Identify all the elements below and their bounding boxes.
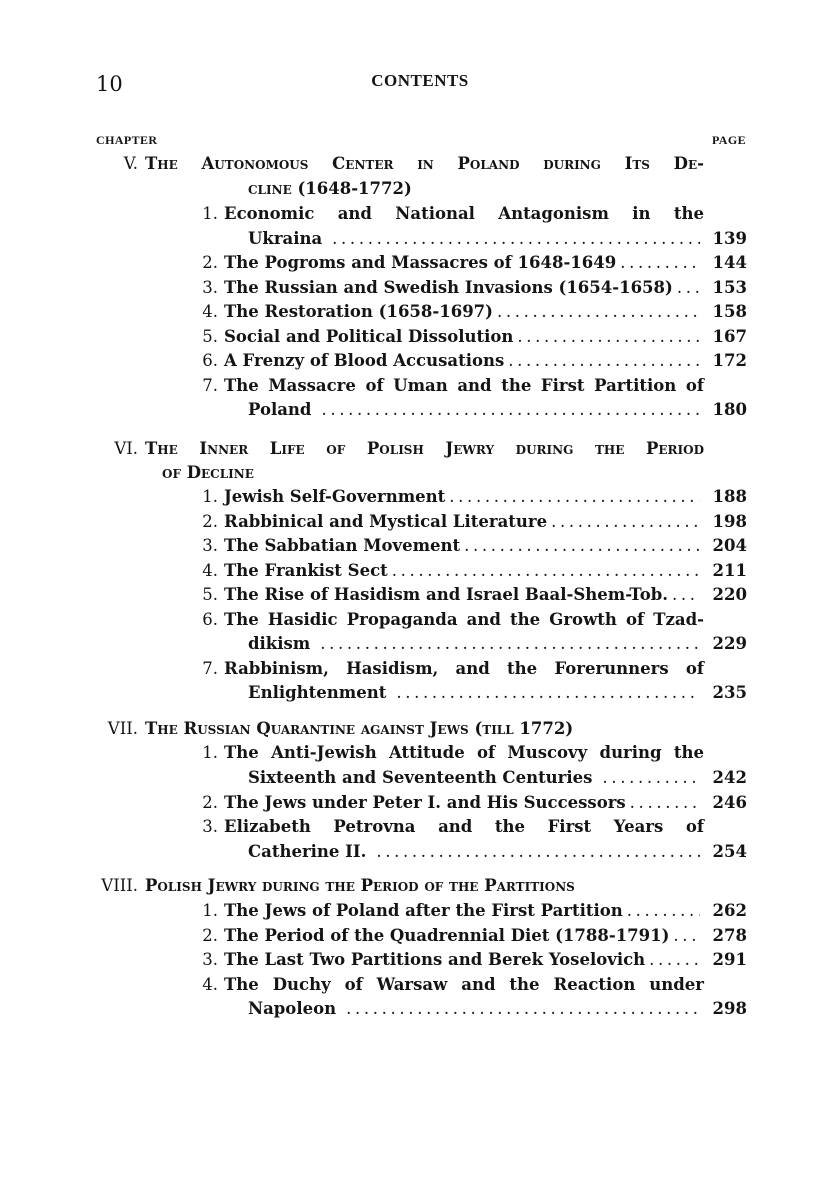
toc-entry-continued[interactable] bbox=[0, 681, 840, 705]
toc-entry[interactable] bbox=[0, 583, 840, 607]
dot-leader bbox=[321, 398, 700, 422]
toc-entry[interactable] bbox=[0, 510, 840, 534]
chapter-title-continued: of Decline bbox=[162, 463, 254, 482]
toc-entry-continued[interactable] bbox=[0, 840, 840, 864]
chapter-numeral: VII. bbox=[107, 719, 138, 738]
section-number: 4. bbox=[202, 302, 218, 321]
section-number: 4. bbox=[202, 975, 218, 994]
section-number: 5. bbox=[202, 585, 218, 604]
toc-entry[interactable] bbox=[0, 608, 840, 632]
section-number: 3. bbox=[202, 817, 218, 836]
page-number-ref[interactable]: 254 bbox=[712, 842, 747, 861]
section-title[interactable]: Rabbinical and Mystical Literature bbox=[224, 512, 548, 531]
section-number: 2. bbox=[202, 512, 218, 531]
chapter-numeral: VI. bbox=[114, 439, 138, 458]
section-title[interactable]: The Period of the Quadrennial Diet (1788-1791) bbox=[224, 926, 670, 945]
page-number-ref[interactable]: 298 bbox=[712, 999, 747, 1018]
chapter-column-label: CHAPTER bbox=[96, 133, 158, 147]
section-title-continued[interactable]: Napoleon bbox=[248, 999, 337, 1018]
section-title-continued[interactable]: Sixteenth and Seventeenth Centuries bbox=[248, 768, 593, 787]
dot-leader bbox=[376, 840, 700, 864]
section-title-continued[interactable]: dikism bbox=[248, 634, 311, 653]
dot-leader bbox=[672, 583, 700, 607]
dot-leader bbox=[497, 300, 700, 324]
dot-leader bbox=[320, 632, 700, 656]
toc-entry[interactable] bbox=[0, 534, 840, 558]
chapter-numeral: V. bbox=[123, 154, 138, 173]
section-title-continued[interactable]: Poland bbox=[248, 400, 312, 419]
section-number: 3. bbox=[202, 536, 218, 555]
chapter-heading bbox=[0, 874, 840, 898]
section-number: 3. bbox=[202, 278, 218, 297]
section-title-continued[interactable]: Ukraina bbox=[248, 229, 323, 248]
dot-leader bbox=[673, 924, 700, 948]
section-title[interactable]: Social and Political Dissolution bbox=[224, 327, 514, 346]
chapter-heading bbox=[0, 152, 840, 176]
page-number-ref[interactable]: 180 bbox=[712, 400, 747, 419]
dot-leader bbox=[517, 325, 700, 349]
section-title[interactable]: The Last Two Partitions and Berek Yoselovich bbox=[224, 950, 646, 969]
section-number: 1. bbox=[202, 204, 218, 223]
page-number-ref[interactable]: 220 bbox=[712, 585, 747, 604]
chapter-title: Polish Jewry during the Period of the Partitions bbox=[145, 876, 575, 895]
section-title[interactable]: A Frenzy of Blood Accusations bbox=[224, 351, 505, 370]
section-number: 6. bbox=[202, 610, 218, 629]
toc-entry[interactable] bbox=[0, 899, 840, 923]
toc-entry[interactable] bbox=[0, 741, 840, 765]
toc-entry[interactable] bbox=[0, 924, 840, 948]
chapter-title: The Autonomous Center in Poland during Its De- bbox=[145, 154, 704, 173]
section-number: 7. bbox=[202, 659, 218, 678]
chapter-title: The Inner Life of Polish Jewry during the Period bbox=[145, 439, 704, 458]
section-number: 5. bbox=[202, 327, 218, 346]
toc-entry[interactable] bbox=[0, 657, 840, 681]
toc-entry[interactable] bbox=[0, 815, 840, 839]
section-title[interactable]: The Rise of Hasidism and Israel Baal-Shem-Tob. bbox=[224, 585, 668, 604]
section-title[interactable]: The Duchy of Warsaw and the Reaction under bbox=[224, 975, 704, 994]
section-number: 2. bbox=[202, 253, 218, 272]
section-title[interactable]: The Anti-Jewish Attitude of Muscovy during the bbox=[224, 743, 704, 762]
toc-entry[interactable] bbox=[0, 791, 840, 815]
toc-entry[interactable] bbox=[0, 374, 840, 398]
section-number: 1. bbox=[202, 487, 218, 506]
section-number: 4. bbox=[202, 561, 218, 580]
section-title[interactable]: The Jews of Poland after the First Partition bbox=[224, 901, 623, 920]
page-number-ref[interactable]: 167 bbox=[712, 327, 747, 346]
section-title-continued[interactable]: Enlightenment bbox=[248, 683, 387, 702]
page-number: 10 bbox=[96, 72, 123, 96]
page-number-ref[interactable]: 291 bbox=[712, 950, 747, 969]
toc-entry[interactable] bbox=[0, 948, 840, 972]
section-title[interactable]: The Massacre of Uman and the First Partition of bbox=[224, 376, 704, 395]
running-head: CONTENTS bbox=[371, 71, 469, 90]
page-number-ref[interactable]: 139 bbox=[712, 229, 747, 248]
dot-leader bbox=[630, 791, 700, 815]
page-number-ref[interactable]: 188 bbox=[712, 487, 747, 506]
section-number: 3. bbox=[202, 950, 218, 969]
page-number-ref[interactable]: 204 bbox=[712, 536, 747, 555]
page-number-ref[interactable]: 278 bbox=[712, 926, 747, 945]
toc-entry[interactable] bbox=[0, 300, 840, 324]
toc-entry-continued[interactable] bbox=[0, 227, 840, 251]
dot-leader bbox=[627, 899, 700, 923]
section-title-continued[interactable]: Catherine II. bbox=[248, 842, 367, 861]
page-number-ref[interactable]: 229 bbox=[712, 634, 747, 653]
toc-entry[interactable] bbox=[0, 325, 840, 349]
dot-leader bbox=[332, 227, 700, 251]
chapter-title-continued: cline (1648-1772) bbox=[248, 179, 412, 198]
chapter-heading bbox=[0, 437, 840, 461]
section-number: 2. bbox=[202, 793, 218, 812]
toc-entry[interactable] bbox=[0, 276, 840, 300]
dot-leader bbox=[464, 534, 700, 558]
section-title[interactable]: The Jews under Peter I. and His Successors bbox=[224, 793, 626, 812]
chapter-heading-continued bbox=[0, 177, 840, 201]
toc-entry-continued[interactable] bbox=[0, 632, 840, 656]
dot-leader bbox=[449, 485, 700, 509]
dot-leader bbox=[396, 681, 700, 705]
section-title[interactable]: Elizabeth Petrovna and the First Years of bbox=[224, 817, 704, 836]
section-title[interactable]: The Russian and Swedish Invasions (1654-1658) bbox=[224, 278, 673, 297]
column-labels bbox=[96, 133, 746, 151]
page-number-ref[interactable]: 158 bbox=[712, 302, 747, 321]
chapter-heading-continued bbox=[0, 461, 840, 485]
section-number: 2. bbox=[202, 926, 218, 945]
section-title[interactable]: The Pogroms and Massacres of 1648-1649 bbox=[224, 253, 617, 272]
dot-leader bbox=[602, 766, 700, 790]
toc-entry-continued[interactable] bbox=[0, 766, 840, 790]
section-number: 7. bbox=[202, 376, 218, 395]
toc-entry[interactable] bbox=[0, 485, 840, 509]
section-title[interactable]: The Sabbatian Movement bbox=[224, 536, 461, 555]
page-number-ref[interactable]: 235 bbox=[712, 683, 747, 702]
section-number: 6. bbox=[202, 351, 218, 370]
toc-entry[interactable] bbox=[0, 559, 840, 583]
page-number-ref[interactable]: 144 bbox=[712, 253, 747, 272]
page-number-ref[interactable]: 153 bbox=[712, 278, 747, 297]
dot-leader bbox=[649, 948, 700, 972]
section-number: 1. bbox=[202, 901, 218, 920]
page-number-ref[interactable]: 172 bbox=[712, 351, 747, 370]
chapter-title: The Russian Quarantine against Jews (till 1772) bbox=[145, 719, 574, 738]
section-number: 1. bbox=[202, 743, 218, 762]
page-number-ref[interactable]: 246 bbox=[712, 793, 747, 812]
chapter-numeral: VIII. bbox=[101, 876, 138, 895]
dot-leader bbox=[346, 997, 700, 1021]
toc-entry[interactable] bbox=[0, 349, 840, 373]
section-title[interactable]: Jewish Self-Government bbox=[224, 487, 446, 506]
page-column-label: PAGE bbox=[711, 133, 746, 147]
page-number-ref[interactable]: 262 bbox=[712, 901, 747, 920]
toc-entry-continued[interactable] bbox=[0, 997, 840, 1021]
chapter-heading bbox=[0, 717, 840, 741]
section-title[interactable]: The Hasidic Propaganda and the Growth of Tzad- bbox=[224, 610, 704, 629]
dot-leader bbox=[620, 251, 700, 275]
dot-leader bbox=[392, 559, 700, 583]
section-title[interactable]: Rabbinism, Hasidism, and the Forerunners of bbox=[224, 659, 704, 678]
toc-entry[interactable] bbox=[0, 973, 840, 997]
toc-entry[interactable] bbox=[0, 202, 840, 226]
dot-leader bbox=[551, 510, 700, 534]
page-number-ref[interactable]: 211 bbox=[712, 561, 747, 580]
toc-entry[interactable] bbox=[0, 251, 840, 275]
section-title[interactable]: The Restoration (1658-1697) bbox=[224, 302, 493, 321]
section-title[interactable]: Economic and National Antagonism in the bbox=[224, 204, 704, 223]
dot-leader bbox=[508, 349, 700, 373]
page-number-ref[interactable]: 198 bbox=[712, 512, 747, 531]
dot-leader bbox=[677, 276, 700, 300]
page-number-ref[interactable]: 242 bbox=[712, 768, 747, 787]
toc-entry-continued[interactable] bbox=[0, 398, 840, 422]
section-title[interactable]: The Frankist Sect bbox=[224, 561, 388, 580]
